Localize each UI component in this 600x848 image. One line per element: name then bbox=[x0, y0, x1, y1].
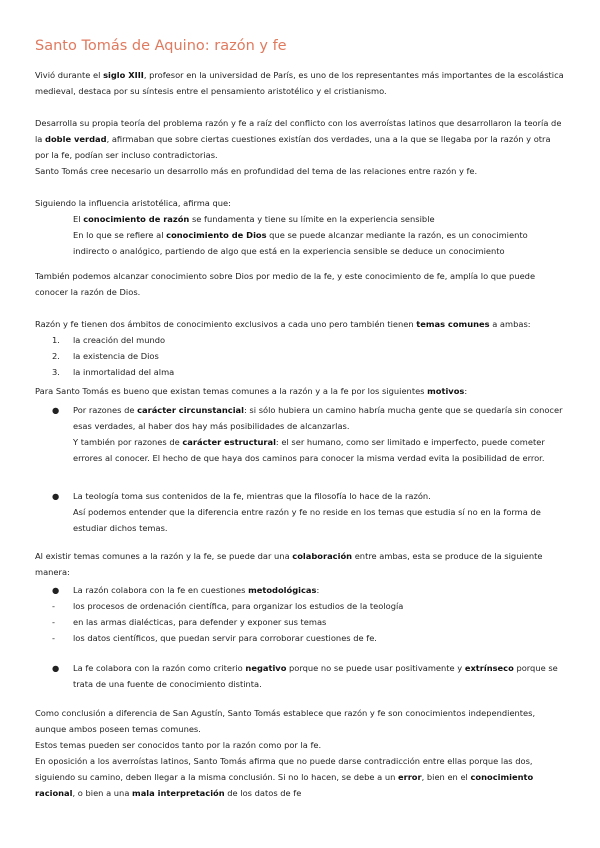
dash-item: los procesos de ordenación científica, para organizar los estudios de la teología bbox=[73, 601, 404, 611]
page-title: Santo Tomás de Aquino: razón y fe bbox=[35, 38, 287, 54]
bullet-icon: ● bbox=[52, 491, 60, 501]
dash-icon: - bbox=[52, 617, 55, 627]
paragraph-aristotelica: Siguiendo la influencia aristotélica, afirma que: bbox=[35, 198, 231, 208]
list-number: 3. bbox=[52, 367, 60, 377]
bullet-estructural: Y también por razones de carácter estructural: el ser humano, como ser limitado e imperfecto, puede cometer errores al conocer. El hecho de que haya dos caminos para conocer la misma verdad evita la posibilidad de error. bbox=[73, 437, 545, 463]
bullet-icon: ● bbox=[52, 663, 60, 673]
list-number: 2. bbox=[52, 351, 60, 361]
line-conocimiento-dios: En lo que se refiere al conocimiento de Dios que se puede alcanzar mediante la razón, es un conocimiento indirecto o analógico, partiendo de algo que está en la experiencia sensible se deduce un conocimiento bbox=[73, 230, 528, 256]
line-conocimiento-razon: El conocimiento de razón se fundamenta y tiene su límite en la experiencia sensible bbox=[73, 214, 435, 224]
paragraph-temas: Estos temas pueden ser conocidos tanto por la razón como por la fe. bbox=[35, 740, 322, 750]
bullet-circunstancial: Por razones de carácter circunstancial: si sólo hubiera un camino habría mucha gente que se quedaría sin conocer esas verdades, al haber dos hay más posibilidades de alcanzarlas. bbox=[73, 405, 563, 431]
bullet-negativo: La fe colabora con la razón como criterio negativo porque no se puede usar positivamente y extrínseco porque se trata de una fuente de conocimiento distinta. bbox=[73, 663, 558, 689]
list-number: 1. bbox=[52, 335, 60, 345]
paragraph-temas-comunes: Razón y fe tienen dos ámbitos de conocimiento exclusivos a cada uno pero también tienen temas comunes a ambas: bbox=[35, 319, 531, 329]
bullet-teologia: La teología toma sus contenidos de la fe, mientras que la filosofía lo hace de la razón. bbox=[73, 491, 431, 501]
list-item: la creación del mundo bbox=[73, 335, 166, 345]
dash-icon: - bbox=[52, 633, 55, 643]
dash-item: en las armas dialécticas, para defender y exponer sus temas bbox=[73, 617, 327, 627]
paragraph-intro: Vivió durante el siglo XIII, profesor en la universidad de París, es uno de los representantes más importantes de la escolástica medieval, destaca por su síntesis entre el pensamiento aristotélico y el cristianismo. bbox=[35, 70, 564, 96]
list-item: la existencia de Dios bbox=[73, 351, 159, 361]
paragraph-desarrollo: Santo Tomás cree necesario un desarrollo más en profundidad del tema de las relaciones entre razón y fe. bbox=[35, 166, 478, 176]
paragraph-averroistas: En oposición a los averroístas latinos, Santo Tomás afirma que no puede darse contradicción entre ellas porque las dos, siguiendo su camino, deben llegar a la misma conclusión. Si no lo hacen, se debe a un error, bien en el conocimiento racional, o bien a una mala interpretación de los datos de fe bbox=[35, 756, 534, 798]
bullet-metodologicas: La razón colabora con la fe en cuestiones metodológicas: bbox=[73, 585, 320, 595]
paragraph-motivos: Para Santo Tomás es bueno que existan temas comunes a la razón y a la fe por los siguientes motivos: bbox=[35, 386, 468, 396]
bullet-diferencia: Así podemos entender que la diferencia entre razón y fe no reside en los temas que estudia sí no en la forma de estudiar dichos temas. bbox=[73, 507, 541, 533]
list-item: la inmortalidad del alma bbox=[73, 367, 175, 377]
paragraph-colaboracion: Al existir temas comunes a la razón y la fe, se puede dar una colaboración entre ambas, esta se produce de la siguiente manera: bbox=[35, 551, 543, 577]
dash-icon: - bbox=[52, 601, 55, 611]
dash-item: los datos científicos, que puedan servir para corroborar cuestiones de fe. bbox=[73, 633, 377, 643]
paragraph-doble-verdad: Desarrolla su propia teoría del problema razón y fe a raíz del conflicto con los averroístas latinos que desarrollaron la teoría de la doble verdad, afirmaban que sobre ciertas cuestiones existían dos verdades, una a la que se llegaba por la razón y otra por la fe, podían ser incluso contradictorias. bbox=[35, 118, 562, 160]
paragraph-fe: También podemos alcanzar conocimiento sobre Dios por medio de la fe, y este conocimiento de fe, amplía lo que puede conocer la razón de Dios. bbox=[35, 271, 536, 297]
bullet-icon: ● bbox=[52, 405, 60, 415]
paragraph-conclusion: Como conclusión a diferencia de San Agustín, Santo Tomás establece que razón y fe son conocimientos independientes, aunque ambos poseen temas comunes. bbox=[35, 708, 536, 734]
bullet-icon: ● bbox=[52, 585, 60, 595]
